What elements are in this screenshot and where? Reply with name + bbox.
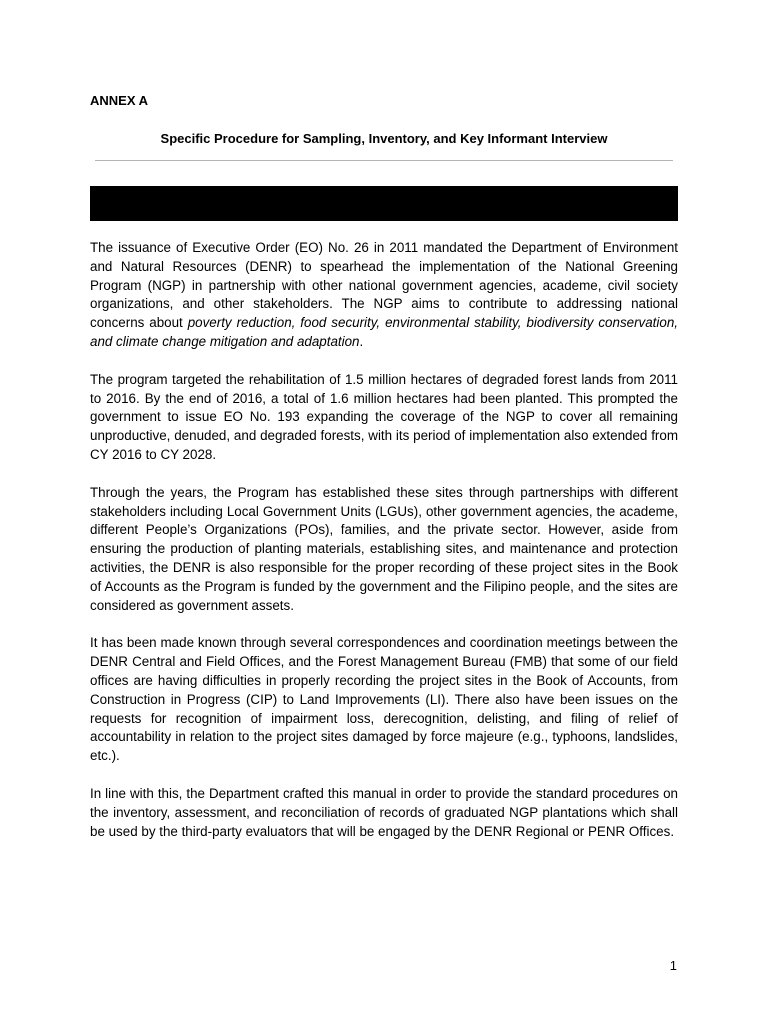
paragraph-5: In line with this, the Department crafted this manual in order to provide the standard procedures on the inventory, assessment, and reconciliation of records of graduated NGP plantations which shall be used by the third-party evaluators that will be engaged by the DENR Regional or PENR Offices. bbox=[90, 785, 678, 839]
document-body bbox=[90, 239, 678, 860]
paragraph-1 bbox=[90, 239, 678, 352]
section-header-bar bbox=[90, 186, 678, 221]
paragraph-1-emphasis: poverty reduction, food security, environmental stability, biodiversity conservation, and climate change mitigation and adaptation bbox=[90, 315, 678, 349]
paragraph-1-text: The issuance of Executive Order (EO) No. 26 in 2011 mandated the Department of Environment and Natural Resources (DENR) to spearhead the implementation of the National Greening Program (NGP) in partnership with other national government agencies, academe, civil society organizations, and other stakeholders. The NGP aims to contribute to addressing national concerns about bbox=[90, 240, 678, 331]
paragraph-1-end: . bbox=[359, 333, 364, 349]
title-divider bbox=[95, 160, 673, 161]
paragraph-4: It has been made known through several correspondences and coordination meetings between the DENR Central and Field Offices, and the Forest Management Bureau (FMB) that some of our field offices are having difficulties in properly recording the project sites in the Book of Accounts, from Construction in Progress (CIP) to Land Improvements (LI). There also have been issues on the requests for recognition of impairment loss, derecognition, delisting, and filing of relief of accountability in relation to the project sites damaged by force majeure (e.g., typhoons, landslides, etc.). bbox=[90, 635, 678, 764]
paragraph-3: Through the years, the Program has established these sites through partnerships with different stakeholders including Local Government Units (LGUs), other government agencies, the academe, different People’s Organizations (POs), families, and the private sector. However, aside from ensuring the production of planting materials, establishing sites, and maintenance and protection activities, the DENR is also responsible for the proper recording of these project sites in the Book of Accounts as the Program is funded by the government and the Filipino people, and the sites are considered as government assets. bbox=[90, 484, 678, 613]
paragraph-2: The program targeted the rehabilitation of 1.5 million hectares of degraded forest lands from 2011 to 2016. By the end of 2016, a total of 1.6 million hectares had been planted. This prompted the government to issue EO No. 193 expanding the coverage of the NGP to cover all remaining unproductive, denuded, and degraded forests, with its period of implementation also extended from CY 2016 to CY 2028. bbox=[90, 371, 678, 462]
annex-label: ANNEX A bbox=[90, 93, 149, 108]
document-title: Specific Procedure for Sampling, Inventory, and Key Informant Interview bbox=[160, 131, 608, 146]
page-number: 1 bbox=[669, 958, 677, 973]
